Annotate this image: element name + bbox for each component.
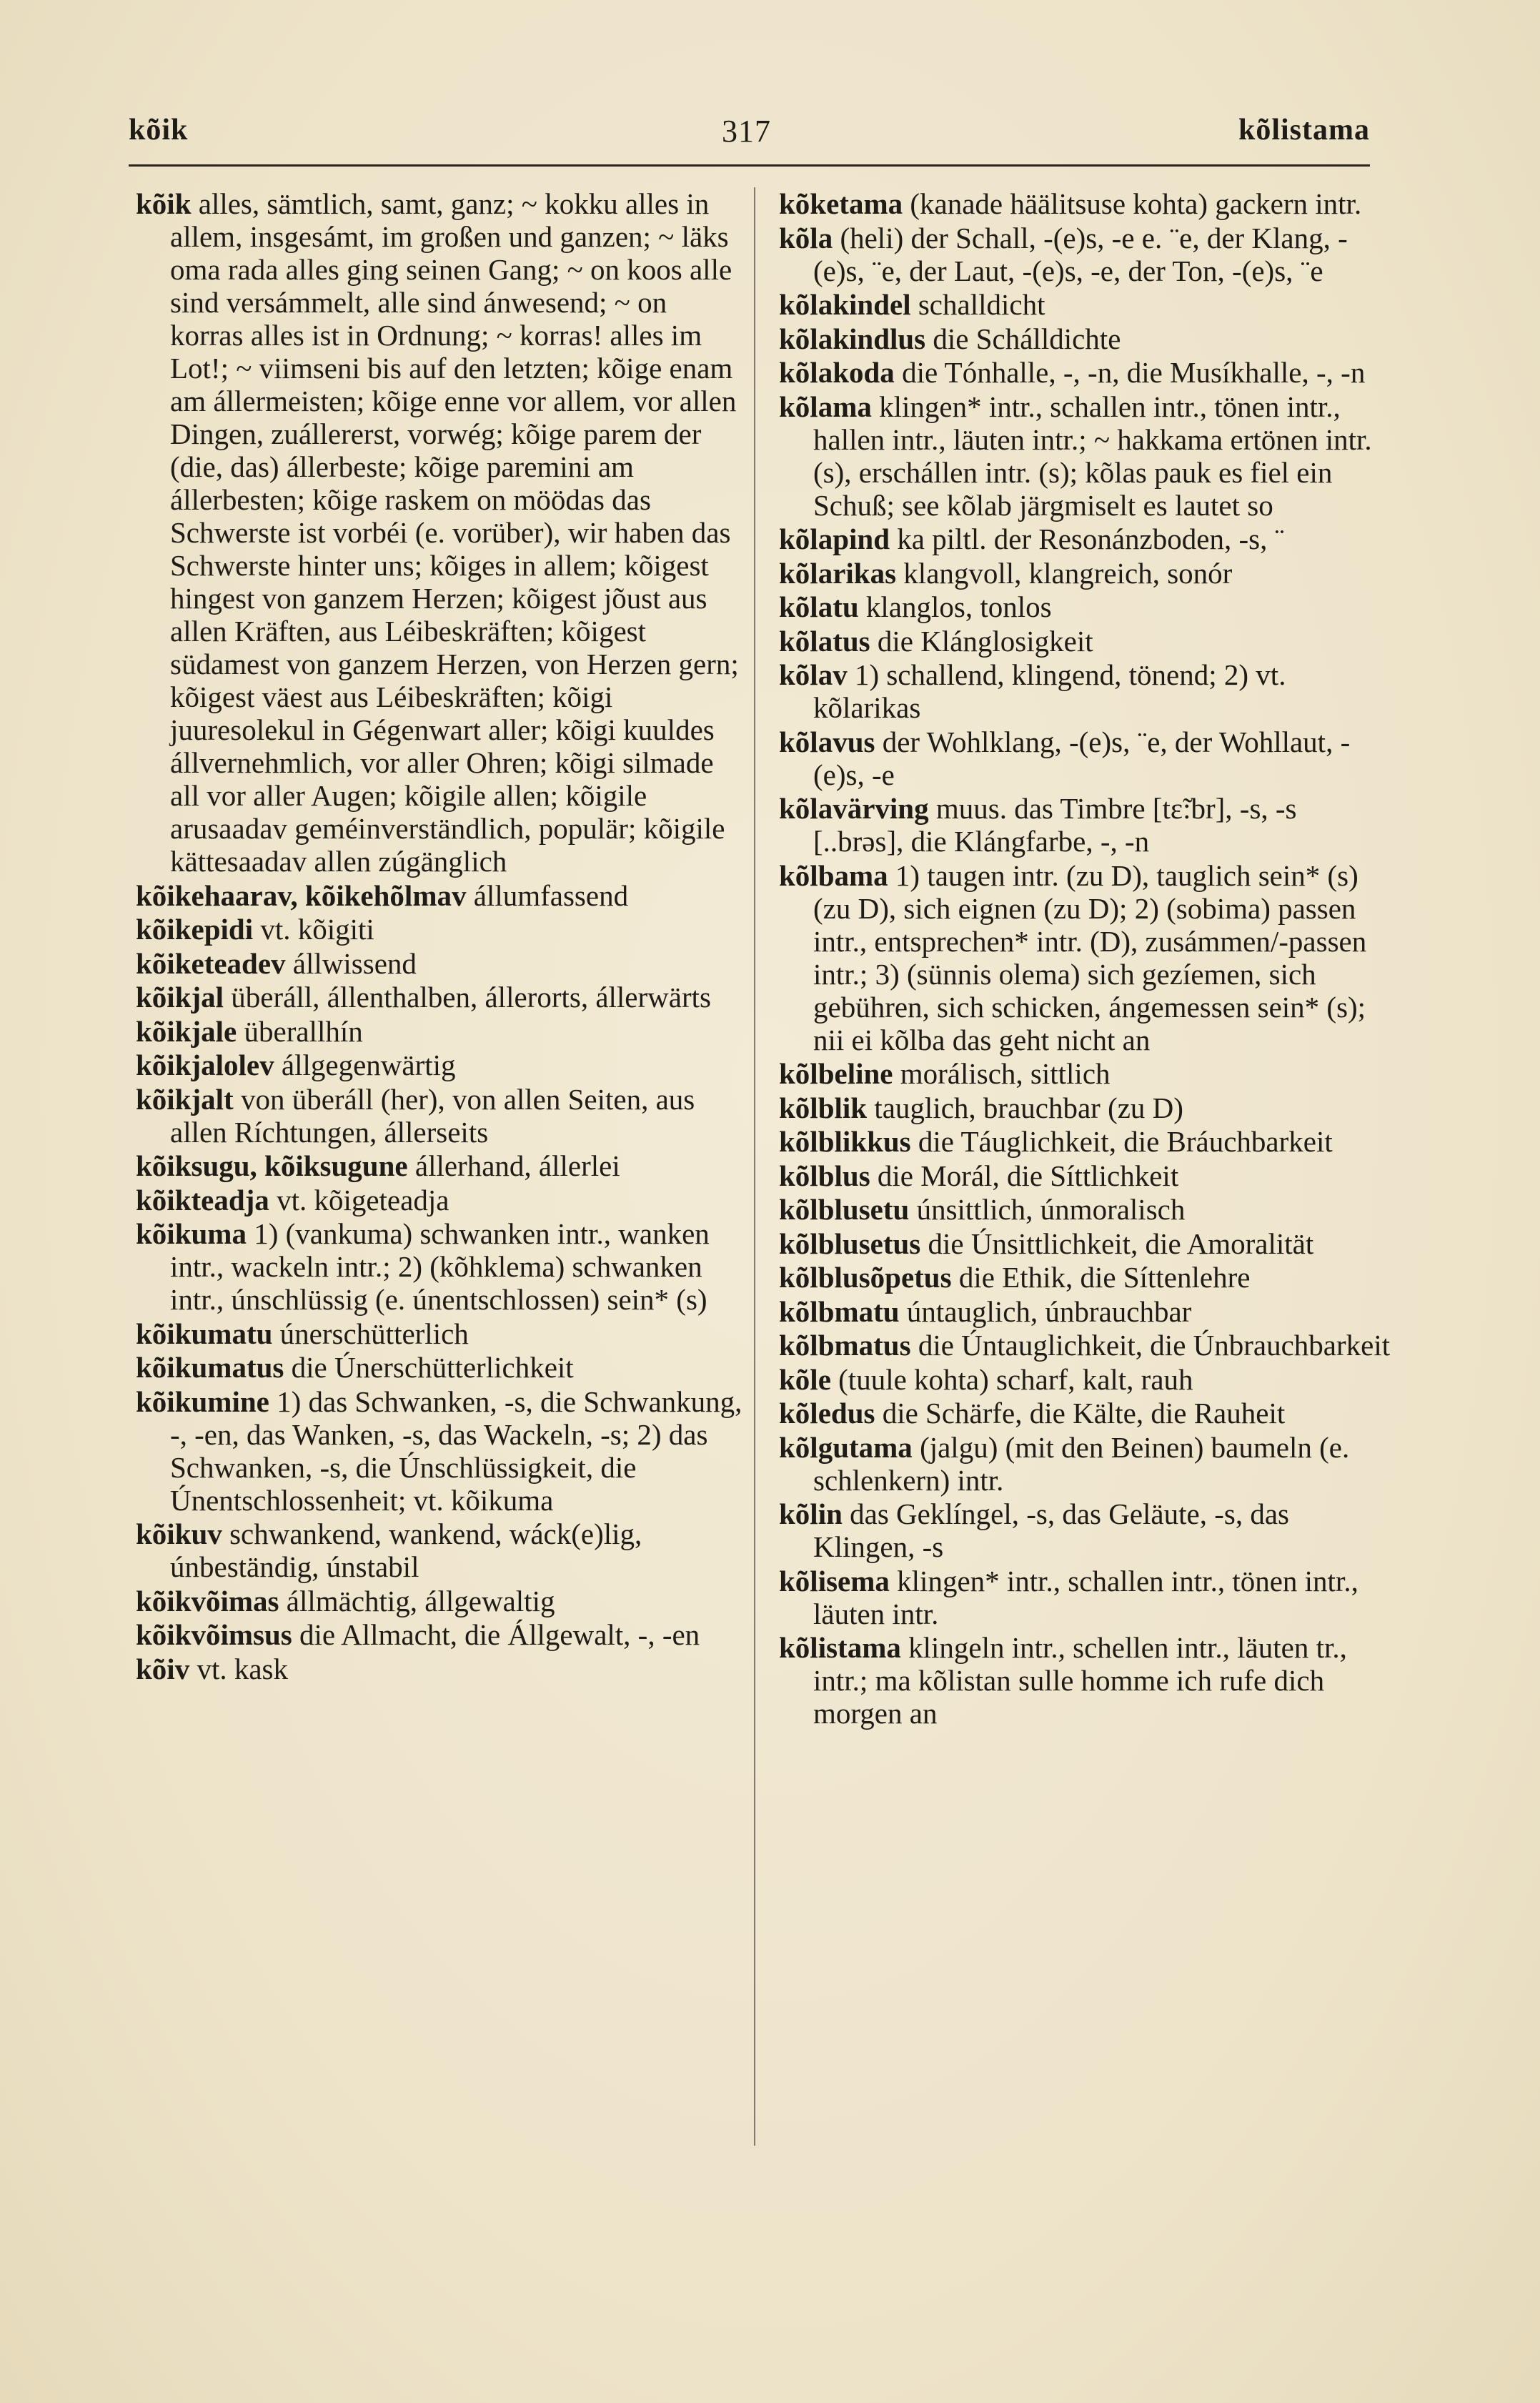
entry-headword: kõiv (136, 1652, 190, 1685)
entry-definition: die Táuglichkeit, die Bráuchbarkeit (918, 1125, 1333, 1158)
dictionary-entry (136, 1517, 743, 1583)
entry-definition: die Úntauglichkeit, die Únbrauchbarkeit (918, 1329, 1391, 1362)
entry-headword: kõikvõimas (136, 1584, 279, 1617)
entry-headword: kõikjalolev (136, 1049, 274, 1081)
dictionary-entry (779, 1329, 1394, 1362)
entry-definition: ka piltl. der Resonánzboden, -s, ¨ (897, 522, 1285, 555)
entry-definition: die Allmacht, die Állgewalt, -, -en (299, 1618, 700, 1651)
dictionary-entry (779, 725, 1394, 791)
dictionary-entry (779, 1125, 1394, 1158)
entry-headword: kõikteadja (136, 1183, 269, 1217)
entry-headword: kõlblikkus (779, 1125, 911, 1158)
dictionary-entry (136, 1618, 743, 1651)
entry-definition: alles, sämtlich, samt, ganz; ~ kokku alles in allem, insgesámt, im großen und ganzen; ~ läks oma rada alles ging seinen Gang; ~ on koos alle sind versámmelt, alle sind ánwesend; ~ on korras alles ist in Ordnung; ~ korras! alles im Lot!; ~ viimseni bis auf den letzten; kõige enam am állermeisten; kõige enne vor allem, vor allen Dingen, zuállererst, vorwég; kõige parem der (die, das) állerbeste; kõige paremini am állerbesten; kõige raskem on möödas das Schwerste ist vorbéi (e. vorüber), wir haben das Schwerste hinter uns; kõiges in allem; kõigest hingest von ganzem Herzen; kõigest jõust aus allen Kräften, aus Léibeskräften; kõigest südamest von ganzem Herzen, von Herzen gern; kõigest väest aus Léibeskräften; kõigi juuresolekul in Gégenwart aller; kõigi kuuldes állvernehmlich, vor aller Ohren; kõigi silmade all vor aller Augen; kõigile allen; kõigile arusaadav geméinverständlich, populär; kõigile kättesaadav allen zúgänglich (170, 187, 739, 878)
entry-headword: kõlavärving (779, 792, 929, 825)
entry-headword: kõlbama (779, 858, 888, 892)
left-column (136, 187, 743, 1686)
entry-headword: kõiketeadev (136, 946, 286, 980)
entry-headword: kõle (779, 1362, 831, 1396)
dictionary-entry (779, 1091, 1394, 1124)
dictionary-entry (136, 1351, 743, 1384)
entry-definition: klanglos, tonlos (865, 590, 1052, 623)
entry-definition: klingeln intr., schellen intr., läuten tr., intr.; ma kõlistan sulle homme ich rufe dich morgen an (813, 1631, 1347, 1730)
dictionary-entry (136, 947, 743, 980)
entry-definition: 1) (vankuma) schwanken intr., wanken intr., wackeln intr.; 2) (kõhklema) schwanken intr., únschlüssig (e. únentschlossen) sein* (s) (170, 1217, 710, 1316)
entry-headword: kõikepidi (136, 913, 254, 946)
entry-headword: kõlavus (779, 725, 875, 758)
entry-definition: schalldicht (918, 288, 1045, 321)
dictionary-entry (779, 1431, 1394, 1497)
entry-definition: die Ethik, die Síttenlehre (958, 1261, 1251, 1294)
dictionary-entry (779, 1057, 1394, 1090)
right-column (779, 187, 1394, 1731)
entry-definition: überáll, állenthalben, állerorts, állerwärts (231, 981, 711, 1014)
header-last-word: kõlistama (1238, 114, 1370, 147)
entry-definition: klangvoll, klangreich, sonór (903, 556, 1233, 590)
page-number: 317 (722, 114, 771, 149)
dictionary-entry (779, 222, 1394, 287)
entry-definition: vt. kõigiti (260, 913, 374, 946)
entry-definition: die Únerschütterlichkeit (291, 1351, 574, 1384)
entry-definition: tauglich, brauchbar (zu D) (874, 1091, 1183, 1124)
entry-definition: morálisch, sittlich (900, 1057, 1111, 1090)
dictionary-entry (136, 879, 743, 912)
entry-headword: kõlakoda (779, 356, 895, 389)
entry-definition: 1) das Schwanken, -s, die Schwankung, -, -en, das Wanken, -s, das Wackeln, -s; 2) das Schwanken, -s, die Únschlüssigkeit, die Únentschlossenheit; vt. kõikuma (170, 1384, 742, 1517)
dictionary-entry (779, 859, 1394, 1056)
dictionary-entry (136, 1049, 743, 1081)
dictionary-entry (779, 288, 1394, 321)
entry-headword: kõikvõimsus (136, 1618, 292, 1651)
entry-headword: kõledus (779, 1397, 875, 1430)
entry-definition: von überáll (her), von allen Seiten, aus allen Ríchtungen, állerseits (170, 1082, 695, 1149)
entry-headword: kõla (779, 221, 833, 254)
entry-definition: (jalgu) (mit den Beinen) baumeln (e. schlenkern) intr. (813, 1430, 1350, 1497)
dictionary-entry (779, 625, 1394, 658)
dictionary-entry (136, 1317, 743, 1350)
entry-definition: 1) schallend, klingend, tönend; 2) vt. kõlarikas (813, 658, 1286, 724)
entry-headword: kõlav (779, 658, 848, 691)
entry-headword: kõikuv (136, 1517, 222, 1550)
dictionary-entry (779, 1227, 1394, 1260)
dictionary-entry (779, 1565, 1394, 1630)
entry-definition: állerhand, állerlei (414, 1149, 620, 1182)
entry-headword: kõlatus (779, 624, 870, 658)
entry-headword: kõlblusõpetus (779, 1261, 952, 1294)
dictionary-entry (779, 322, 1394, 355)
entry-definition: 1) taugen intr. (zu D), tauglich sein* (s) (zu D), sich eignen (zu D); 2) (sobima) passen intr., entsprechen* intr. (D), zusámmen/-passen intr.; 3) (sünnis olema) sich gezíemen, sich gebühren, sich schicken, ángemessen sein* (s); nii ei kõlba das geht nicht an (813, 858, 1367, 1056)
entry-headword: kõlblusetu (779, 1193, 910, 1226)
dictionary-entry (779, 1261, 1394, 1294)
entry-definition: állwissend (292, 946, 417, 980)
dictionary-entry (779, 1193, 1394, 1226)
dictionary-entry (779, 1397, 1394, 1430)
entry-definition: állgegenwärtig (281, 1049, 456, 1081)
entry-headword: kõketama (779, 187, 903, 220)
dictionary-entry (779, 522, 1394, 555)
entry-headword: kõikumine (136, 1384, 269, 1418)
dictionary-entry (136, 1653, 743, 1685)
entry-definition: überallhín (244, 1014, 363, 1048)
entry-headword: kõlakindel (779, 288, 911, 321)
dictionary-entry (779, 1631, 1394, 1730)
entry-headword: kõlakindlus (779, 322, 926, 355)
entry-definition: klingen* intr., schallen intr., tönen intr., hallen intr., läuten intr.; ~ hakkama ertönen intr. (s), erschállen intr. (s); kõlas pauk es fiel ein Schuß; see kõlab järgmiselt es lautet so (813, 390, 1372, 522)
entry-definition: (tuule kohta) scharf, kalt, rauh (838, 1362, 1193, 1396)
dictionary-entry (136, 187, 743, 878)
entry-headword: kõlgutama (779, 1430, 913, 1464)
entry-headword: kõikjale (136, 1014, 237, 1048)
dictionary-entry (136, 1184, 743, 1217)
entry-definition: úntauglich, únbrauchbar (906, 1294, 1192, 1328)
entry-headword: kõlbmatus (779, 1329, 911, 1362)
entry-headword: kõlistama (779, 1631, 901, 1664)
entry-headword: kõikumatus (136, 1351, 284, 1384)
dictionary-entry (136, 1585, 743, 1617)
dictionary-entry (136, 1217, 743, 1316)
entry-headword: kõlin (779, 1497, 843, 1530)
entry-definition: klingen* intr., schallen intr., tönen intr., läuten intr. (813, 1564, 1358, 1630)
entry-headword: kõikjalt (136, 1082, 234, 1116)
entry-definition: die Schálldichte (933, 322, 1121, 355)
dictionary-entry (779, 1295, 1394, 1328)
entry-definition: die Klánglosigkeit (877, 624, 1093, 658)
entry-headword: kõlblik (779, 1091, 868, 1124)
entry-headword: kõikuma (136, 1217, 247, 1250)
entry-headword: kõlbeline (779, 1057, 893, 1090)
column-divider (754, 187, 755, 2146)
entry-headword: kõlbmatu (779, 1294, 900, 1328)
entry-headword: kõlarikas (779, 556, 897, 590)
entry-headword: kõlisema (779, 1564, 890, 1597)
entry-definition: vt. kask (197, 1652, 288, 1685)
entry-definition: únerschütterlich (279, 1317, 469, 1350)
entry-headword: kõlama (779, 390, 872, 423)
entry-headword: kõlapind (779, 522, 890, 555)
dictionary-entry (136, 1149, 743, 1182)
dictionary-entry (779, 390, 1394, 522)
dictionary-entry (779, 1159, 1394, 1192)
entry-headword: kõlblusetus (779, 1227, 921, 1260)
entry-definition: állumfassend (473, 878, 629, 912)
dictionary-entry (136, 913, 743, 946)
entry-headword: kõikumatu (136, 1317, 273, 1350)
dictionary-entry (136, 981, 743, 1014)
entry-definition: die Tónhalle, -, -n, die Musíkhalle, -, -n (902, 356, 1366, 389)
header-first-word: kõik (129, 114, 189, 147)
entry-definition: die Únsittlichkeit, die Amoralität (928, 1227, 1314, 1260)
header-rule (129, 164, 1370, 167)
entry-headword: kõikehaarav, kõikehõlmav (136, 878, 467, 912)
dictionary-entry (779, 356, 1394, 389)
dictionary-entry (136, 1083, 743, 1149)
entry-headword: kõikjal (136, 981, 224, 1014)
entry-headword: kõlblus (779, 1159, 870, 1192)
entry-definition: (kanade häälitsuse kohta) gackern intr. (910, 187, 1362, 220)
entry-definition: állmächtig, állgewaltig (286, 1584, 555, 1617)
dictionary-entry (779, 557, 1394, 590)
entry-definition: die Morál, die Síttlichkeit (877, 1159, 1179, 1192)
dictionary-entry (136, 1015, 743, 1048)
dictionary-entry (779, 658, 1394, 724)
entry-definition: der Wohlklang, -(e)s, ¨e, der Wohllaut, -(e)s, -e (813, 725, 1351, 791)
dictionary-entry (779, 590, 1394, 623)
entry-definition: schwankend, wankend, wáck(e)lig, únbeständig, únstabil (170, 1517, 642, 1583)
dictionary-entry (779, 187, 1394, 220)
dictionary-entry (136, 1385, 743, 1517)
dictionary-entry (779, 792, 1394, 858)
entry-headword: kõlatu (779, 590, 859, 623)
entry-definition: únsittlich, únmoralisch (916, 1193, 1186, 1226)
entry-headword: kõik (136, 187, 192, 220)
dictionary-entry (779, 1363, 1394, 1396)
entry-definition: vt. kõigeteadja (277, 1183, 449, 1217)
entry-definition: das Geklíngel, -s, das Geläute, -s, das Klingen, -s (813, 1497, 1289, 1563)
entry-headword: kõiksugu, kõiksugune (136, 1149, 408, 1182)
dictionary-entry (779, 1497, 1394, 1563)
entry-definition: muus. das Timbre [tɛ̃:br], -s, -s [..brəs], die Klángfarbe, -, -n (813, 792, 1297, 858)
entry-definition: (heli) der Schall, -(e)s, -e e. ¨e, der Klang, -(e)s, ¨e, der Laut, -(e)s, -e, der Ton, -(e)s, ¨e (813, 221, 1348, 287)
entry-definition: die Schärfe, die Kälte, die Rauheit (882, 1397, 1286, 1430)
